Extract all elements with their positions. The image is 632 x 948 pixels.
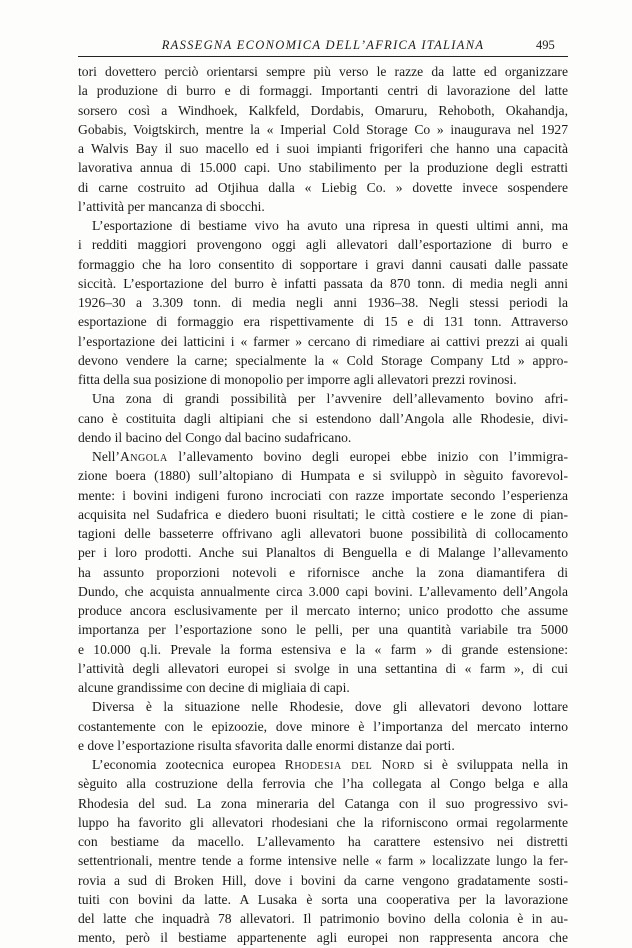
text-line: zione boera (1880) sull’altopiano di Humpata e si sviluppò in sèguito favorevol-	[78, 468, 568, 484]
text-line: a Walvis Bay il suo macello ed i suoi impianti frigoriferi che hanno una capacità	[78, 141, 568, 156]
text-line: ha assunto proporzioni notevoli e rifornisce anche la zona diamantifera di	[78, 564, 568, 580]
text-line-trail: in	[548, 757, 568, 772]
text-line: del latte che inquadrà 78 allevatori. Il patrimonio bovino della colonia è in au-	[78, 911, 568, 926]
text-line: produce ancora esclusivamente per il mercato interno; unico prodotto che assume	[78, 603, 568, 618]
text-line: esportazione di formaggio era rispettivamente di 15 e di 131 tonn. Attraverso	[78, 314, 568, 330]
text-line: settentrionali, mentre tende a forme intensive nelle « farm » localizzate lungo la fer-	[78, 853, 568, 869]
text-line: acquisita nel Sudafrica e diedero buoni risultati; le città costiere e le zone di pian-	[78, 506, 568, 522]
text-line: con bestiame da macello. L’allevamento ha carattere estensivo nei distretti	[78, 834, 568, 849]
text-line: lavorativa annua di 15.000 capi. Uno stabilimento per la produzione degli estratti	[78, 160, 568, 176]
text-line: i redditi maggiori provengono oggi agli allevatori dall’esportazione di burro e	[78, 237, 568, 253]
text-line: tuiti con bovini da latte. A Lusaka è sorta una cooperativa per la lavorazione	[78, 891, 568, 907]
text-line: importanza per l’esportazione sono le pelli, per una quantità variabile tra 5000	[78, 622, 568, 638]
text-line: formaggio che ha loro consentito di sopportare i gravi danni causati dalle passate	[78, 256, 568, 272]
text-line: costantemente con le epizoozie, dove minore è l’importanza del mercato interno	[78, 718, 568, 734]
text-line: Una zona di grandi possibilità per l’avvenire dell’allevamento bovino afri-	[92, 391, 568, 407]
text-line: l’attività degli allevatori europei si svolge in una settantina di « farm », di cui	[78, 660, 568, 676]
text-line: tori dovettero perciò orientarsi sempre più verso le razze da latte ed organizzare	[78, 64, 568, 79]
running-head-title: RASSEGNA ECONOMICA DELL’AFRICA ITALIANA	[161, 38, 485, 52]
text-line: e 10.000 q.li. Prevale la forma estensiva e la « farm » di grande estensione:	[78, 641, 568, 657]
text-line: Dundo, che acquista annualmente circa 3.000 capi bovini. L’allevamento dell’Angola	[78, 583, 568, 599]
text-line: fitta della sua posizione di monopolio per imporre agli allevatori prezzi rovinosi.	[78, 372, 517, 387]
text-line	[78, 447, 568, 466]
header-rule	[78, 56, 568, 57]
text-line: mente: i bovini indigeni furono incrociati con razze importate secondo l’esperienza	[78, 487, 568, 503]
text-line-body: l’allevamento bovino degli europei ebbe inizio con l’immigra-	[167, 449, 568, 464]
text-line	[78, 755, 568, 774]
text-line: 1926–30 a 3.309 tonn. di media negli anni 1936–38. Negli stessi periodi la	[78, 295, 568, 310]
text-line: la produzione di burro e di formaggi. Importanti centri di lavorazione del latte	[78, 83, 568, 99]
text-line: di carne costruito ad Otjihua dalla « Liebig Co. » dovette invece sospendere	[78, 179, 568, 195]
text-line: Rhodesia del sud. La zona mineraria del Catanga con il suo progressivo svi-	[78, 795, 568, 811]
text-line: l’attività per mancanza di sbocchi.	[78, 198, 265, 214]
page-number: 495	[536, 38, 555, 52]
region-name-smallcaps: Angola	[119, 449, 168, 464]
text-line: sèguito alla costruzione della ferrovia che l’ha collegata al Congo belga e alla	[78, 776, 568, 792]
text-line-lead: Nell’	[92, 449, 120, 464]
text-line: L’esportazione di bestiame vivo ha avuto una ripresa in questi ultimi anni, ma	[92, 218, 568, 233]
region-name-smallcaps: Rhodesia del Nord	[284, 757, 415, 772]
text-line: l’esportazione dei latticini i « farmer » cercano di rimediare ai cattivi prezzi ai quali	[78, 333, 568, 349]
text-line: tagioni delle basseterre offrivano agli allevatori buone possibilità di collocamento	[78, 526, 568, 541]
text-line: cano è costituita dagli altipiani che si estendono dall’Angola alle Rhodesie, divi-	[78, 410, 568, 426]
text-line: sorsero così a Windhoek, Kalkfeld, Dordabis, Omaruru, Rehoboth, Okahandja,	[78, 102, 568, 118]
text-line: e dove l’esportazione risulta sfavorita dalle enormi distanze dai porti.	[78, 737, 455, 753]
text-line: luppo ha favorito gli allevatori rhodesiani che la riforniscono ormai regolarmente	[78, 814, 568, 830]
text-line: devono vendere la carne; specialmente la « Cold Storage Company Ltd » appro-	[78, 352, 568, 368]
text-line: dendo il bacino del Congo dal bacino sudafricano.	[78, 429, 352, 445]
text-line: per i loro prodotti. Anche sui Planaltos di Benguella e di Malange l’allevamento	[78, 545, 568, 561]
text-line-lead: L’economia zootecnica europea	[92, 757, 285, 772]
text-line: rovia a sud di Broken Hill, dove i bovini da carne vengono gradatamente sosti-	[78, 872, 568, 888]
text-line: siccità. L’esportazione del burro è infatti passata da 870 tonn. di media negli anni	[78, 275, 568, 291]
text-line: alcune grandissime con decine di migliaia di capi.	[78, 680, 350, 695]
text-line: mento, però il bestiame appartenente agli europei non rappresenta ancora che	[78, 930, 568, 946]
text-line: Diversa è la situazione nelle Rhodesie, dove gli allevatori devono lottare	[92, 699, 568, 715]
text-line: Gobabis, Voigtskirch, mentre la « Imperial Cold Storage Co » inaugurava nel 1927	[78, 121, 568, 137]
text-line-body: si è sviluppata nella	[414, 757, 549, 772]
body-text	[78, 62, 568, 948]
